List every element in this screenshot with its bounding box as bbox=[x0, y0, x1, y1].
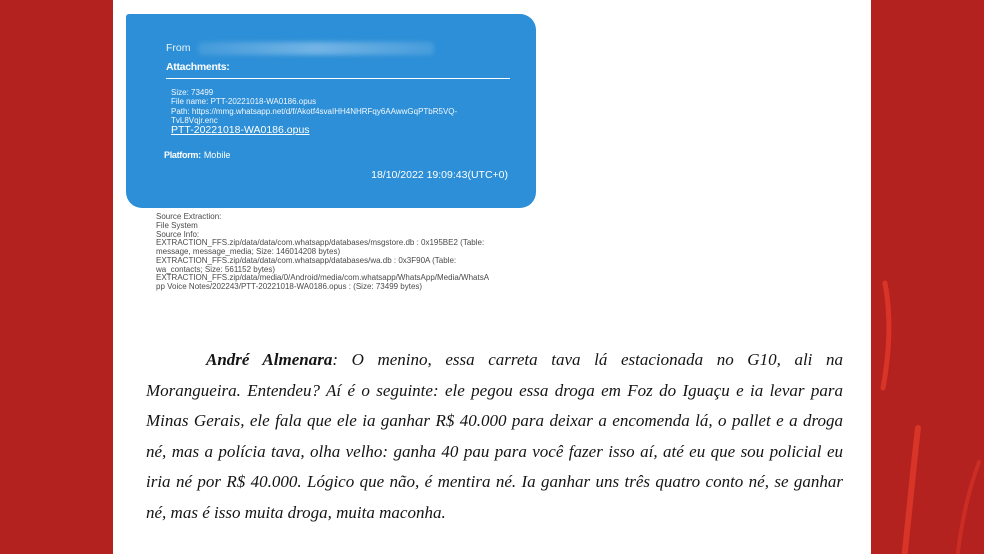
transcript-line: iria né por R$ 40.000. Lógico que não, é mentira né. Ia ganhar uns três quatro conto né, se ganhar bbox=[146, 472, 843, 492]
source-line: EXTRACTION_FFS.zip/data/data/com.whatsapp/databases/wa.db : 0x3F90A (Table: bbox=[156, 255, 457, 265]
platform-row bbox=[164, 149, 230, 161]
transcript-paragraph bbox=[146, 345, 843, 529]
speaker-name: André Almenara bbox=[206, 350, 333, 369]
source-line: EXTRACTION_FFS.zip/data/media/0/Android/media/com.whatsapp/WhatsApp/Media/WhatsA bbox=[156, 273, 490, 283]
background-left-panel bbox=[0, 0, 113, 554]
source-line: EXTRACTION_FFS.zip/data/data/com.whatsapp/databases/msgstore.db : 0x195BE2 (Table: bbox=[156, 238, 485, 248]
message-bubble bbox=[126, 14, 536, 208]
attachment-path: Path: https://mmg.whatsapp.net/d/f/Akotf4svaIHH4NHRFqy6AAwwGqPTbR5VQ- bbox=[171, 106, 458, 116]
platform-label: Platform: bbox=[164, 150, 201, 160]
source-line: message, message_media; Size: 146014208 bytes) bbox=[156, 247, 341, 256]
background-decoration-arc bbox=[957, 462, 979, 554]
attachment-path-continued: TvL8Vqjr.enc bbox=[171, 115, 218, 125]
attachment-details bbox=[171, 88, 457, 125]
transcript-line-text: : O menino, essa carreta tava lá estacionada no G10, ali na bbox=[332, 350, 843, 369]
attachment-file-name: File name: PTT-20221018-WA0186.opus bbox=[171, 97, 317, 107]
attachments-label: Attachments: bbox=[166, 61, 230, 73]
background-decoration-arc bbox=[904, 428, 918, 554]
source-info bbox=[156, 213, 489, 292]
source-line: Source Extraction: bbox=[156, 212, 222, 221]
message-timestamp: 18/10/2022 19:09:43(UTC+0) bbox=[371, 169, 508, 181]
platform-value: Mobile bbox=[203, 150, 231, 160]
transcript-line: Morangueira. Entendeu? Aí é o seguinte: ele pegou essa droga em Foz do Iguaçu e ia levar para bbox=[146, 380, 843, 400]
redacted-sender bbox=[198, 42, 434, 55]
background-right-panel bbox=[871, 0, 984, 554]
transcript-line: né, mas é isso muita droga, muita maconha. bbox=[146, 502, 446, 522]
source-line: Source Info: bbox=[156, 229, 200, 239]
transcript-line: né, mas a polícia tava, olha velho: ganha 40 pau para você fazer isso aí, até eu que sou policial eu bbox=[146, 441, 843, 461]
attachments-divider bbox=[166, 78, 510, 79]
source-line: pp Voice Notes/202243/PTT-20221018-WA0186.opus : (Size: 73499 bytes) bbox=[156, 282, 423, 291]
source-line: File System bbox=[156, 220, 198, 230]
background-decoration-arc bbox=[883, 283, 889, 388]
source-line: wa_contacts; Size: 561152 bytes) bbox=[156, 264, 276, 274]
attachment-size: Size: 73499 bbox=[171, 88, 214, 97]
attachment-file-link[interactable]: PTT-20221018-WA0186.opus bbox=[171, 124, 310, 136]
transcript-line bbox=[146, 345, 843, 376]
background-decoration bbox=[871, 0, 984, 554]
transcript-line: Minas Gerais, ele fala que ele ia ganhar R$ 40.000 para deixar a encomenda lá, o pallet e a droga bbox=[146, 411, 843, 431]
from-label: From bbox=[166, 42, 191, 54]
document-page bbox=[113, 0, 871, 554]
